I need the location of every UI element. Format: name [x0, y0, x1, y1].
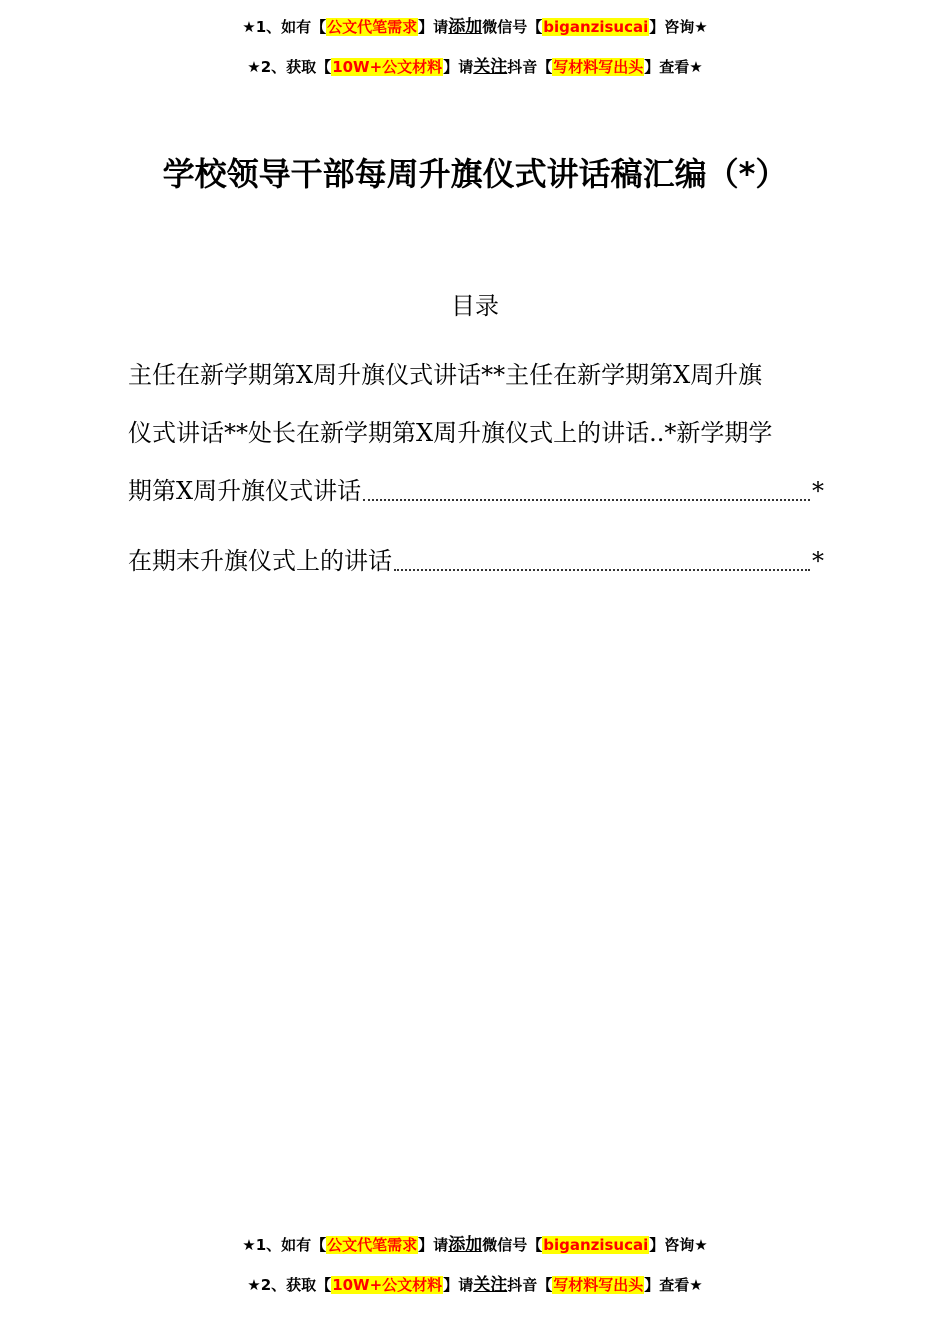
table-of-contents: [128, 346, 824, 520]
banner-text: 抖音【: [507, 1276, 553, 1294]
toc-page-number: *: [812, 477, 824, 505]
underline-follow: 关注: [473, 57, 508, 77]
document-title: 学校领导干部每周升旗仪式讲话稿汇编（*）: [162, 155, 788, 193]
underline-add: 添加: [448, 1235, 483, 1255]
toc-leader-dots: [363, 499, 810, 501]
toc-line-3: [128, 462, 824, 520]
toc-line-4: [128, 532, 824, 590]
underline-add: 添加: [448, 17, 483, 37]
banner-text: 】咨询★: [649, 18, 708, 36]
banner-text: 】查看★: [644, 1276, 703, 1294]
toc-text: 主任在新学期第X周升旗仪式讲话**: [128, 361, 506, 389]
banner-text: 】请: [418, 1236, 449, 1254]
underline-follow: 关注: [473, 1275, 508, 1295]
highlight-ghostwriting: 公文代笔需求: [327, 1236, 418, 1254]
toc-text: 主任: [505, 361, 554, 389]
bottom-banner-line-1: [0, 1235, 950, 1255]
top-banner-line-1: [0, 17, 950, 37]
banner-text: 】查看★: [644, 58, 703, 76]
highlight-ghostwriting: 公文代笔需求: [327, 18, 418, 36]
banner-text: ★2、获取【: [247, 1276, 332, 1294]
top-banner-line-2: [0, 57, 950, 77]
toc-page-number: *: [812, 547, 824, 575]
banner-text: 】请: [418, 18, 449, 36]
highlight-materials: 10W+公文材料: [332, 1276, 443, 1294]
banner-text: 微信号【: [482, 18, 543, 36]
banner-text: ★2、获取【: [247, 58, 332, 76]
table-of-contents-2: [128, 532, 824, 590]
highlight-wechat-id: biganzisucai: [543, 18, 649, 36]
banner-text: 】请: [443, 1276, 474, 1294]
highlight-wechat-id: biganzisucai: [543, 1236, 649, 1254]
highlight-materials: 10W+公文材料: [332, 58, 443, 76]
toc-leader-dots: [394, 569, 810, 571]
banner-text: ★1、如有【: [242, 1236, 327, 1254]
banner-text: 抖音【: [507, 58, 553, 76]
banner-text: 】咨询★: [649, 1236, 708, 1254]
highlight-douyin: 写材料写出头: [553, 1276, 644, 1294]
toc-heading: 目录: [451, 292, 499, 320]
banner-text: 】请: [443, 58, 474, 76]
toc-text: 在新学期第X周升旗: [553, 361, 763, 389]
banner-text: ★1、如有【: [242, 18, 327, 36]
banner-text: 微信号【: [482, 1236, 543, 1254]
toc-text: 仪式讲话**处长在新学期第X周升旗仪式上的讲话..*新学期学: [128, 419, 773, 447]
highlight-douyin: 写材料写出头: [553, 58, 644, 76]
toc-text: 在期末升旗仪式上的讲话: [128, 547, 392, 575]
toc-line-1: [128, 346, 824, 404]
bottom-banner-line-2: [0, 1275, 950, 1295]
toc-line-2: [128, 404, 824, 462]
toc-text: 期第X周升旗仪式讲话: [128, 477, 362, 505]
